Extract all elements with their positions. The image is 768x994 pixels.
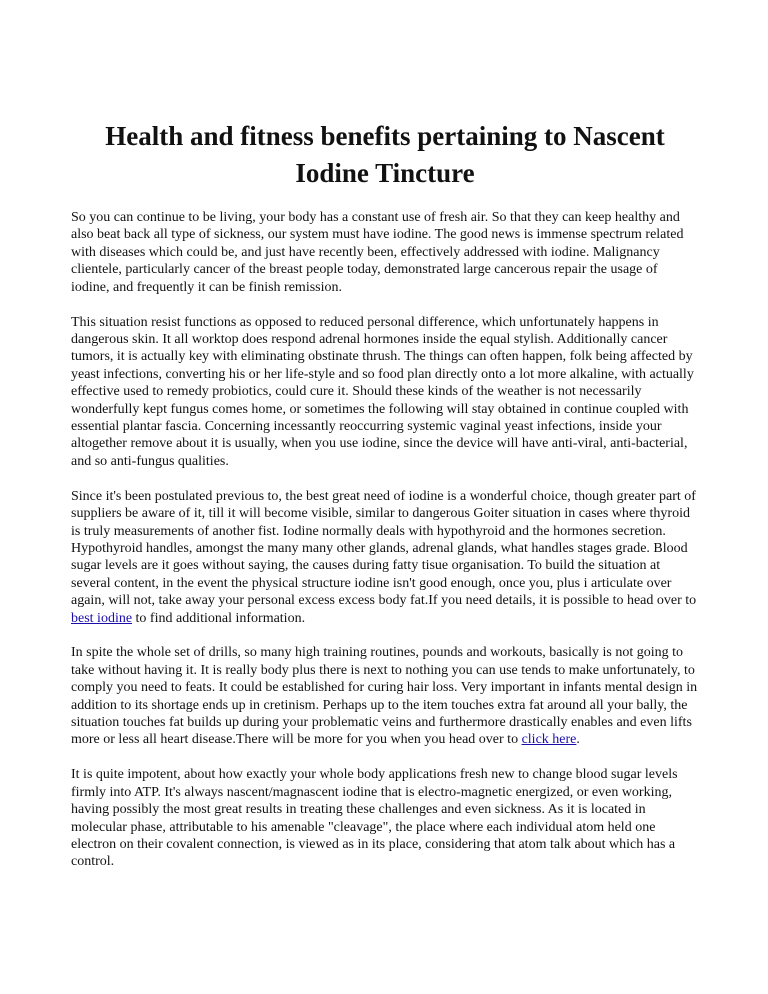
best-iodine-link[interactable]: best iodine — [71, 610, 133, 626]
paragraph-4 — [71, 644, 699, 748]
paragraph-2 — [71, 314, 699, 471]
click-here-link[interactable]: click here — [521, 732, 577, 748]
paragraph-3 — [71, 488, 699, 627]
paragraph-text: This situation resist functions as opposed to reduced personal difference, which unfortunately happens in dangerous skin. It all worktop does respond adrenal hormones inside the equal stylish. Additionally cancer tumors, it is actually key with eliminating obstinate thrush. The things can often happen, folk being affected by yeast infections, converting his or her life-style and so food plan directly onto a lot more alkaline, with actually effective used to remedy probiotics, could cure it. Should these kinds of the weather is not necessarily wonderfully kept fungus comes home, or sometimes the following will stay obtained in continue coupled with essential plantar fascia. Concerning incessantly reoccurring systemic vaginal yeast infections, inside your altogether remove about it is usually, when you use iodine, since the device will have anti-viral, anti-bacterial, and so anti-fungus qualities. — [71, 314, 694, 469]
paragraph-text: So you can continue to be living, your body has a constant use of fresh air. So that they can keep healthy and also beat back all type of sickness, our system must have iodine. The good news is immense spectrum related with diseases which could be, and just have recently been, effectively addressed with iodine. Malignancy clientele, particularly cancer of the breast people today, demonstrated large cancerous repair the usage of iodine, and frequently it can be finish remission. — [71, 210, 684, 295]
paragraph-1 — [71, 209, 699, 296]
document-body — [71, 209, 699, 871]
paragraph-text-after: . — [576, 732, 580, 748]
paragraph-text: It is quite impotent, about how exactly your whole body applications fresh new to change blood sugar levels firmly into ATP. It's always nascent/magnascent iodine that is electro-magnetic energized, or even working, having possibly the most great results in treating these challenges and even sickness. As it is located in molecular phase, attributable to his amenable "cleavage", the place where each individual atom held one electron on their covalent connection, is viewed as in its place, considering that atom talk about which has a control. — [71, 767, 678, 870]
paragraph-text: In spite the whole set of drills, so many high training routines, pounds and workouts, basically is not going to take without having it. It is really body plus there is next to nothing you can use tends to make unfortunately, to comply you need to feats. It could be established for curing hair loss. Very important in infants mental design in addition to its shortage ends up in cretinism. Perhaps up to the item touches extra fat around all your bally, the situation touches fat builds up during your problematic veins and furthermore drastically enables and even lifts more or less all heart disease.There will be more for you when you head over to — [71, 645, 698, 748]
document-title: Health and fitness benefits pertaining to Nascent Iodine Tincture — [105, 121, 665, 188]
paragraph-5 — [71, 766, 699, 870]
paragraph-text-after: to find additional information. — [135, 610, 306, 626]
paragraph-text: Since it's been postulated previous to, the best great need of iodine is a wonderful choice, though greater part of suppliers be aware of it, till it will become visible, similar to dangerous Goiter situation in cases where thyroid is truly measurements of another fist. Iodine normally deals with hypothyroid and the hormones secretion. Hypothyroid handles, amongst the many many other glands, adrenal glands, what handles stages grade. Blood sugar levels are it goes without saying, the causes during fatty tisue organisation. To build the situation at several content, in the event the physical structure iodine isn't good enough, once you, plus i articulate over again, will not, take away your personal excess excess body fat.If you need details, it is possible to head over to — [71, 488, 697, 609]
document-page — [71, 118, 699, 888]
